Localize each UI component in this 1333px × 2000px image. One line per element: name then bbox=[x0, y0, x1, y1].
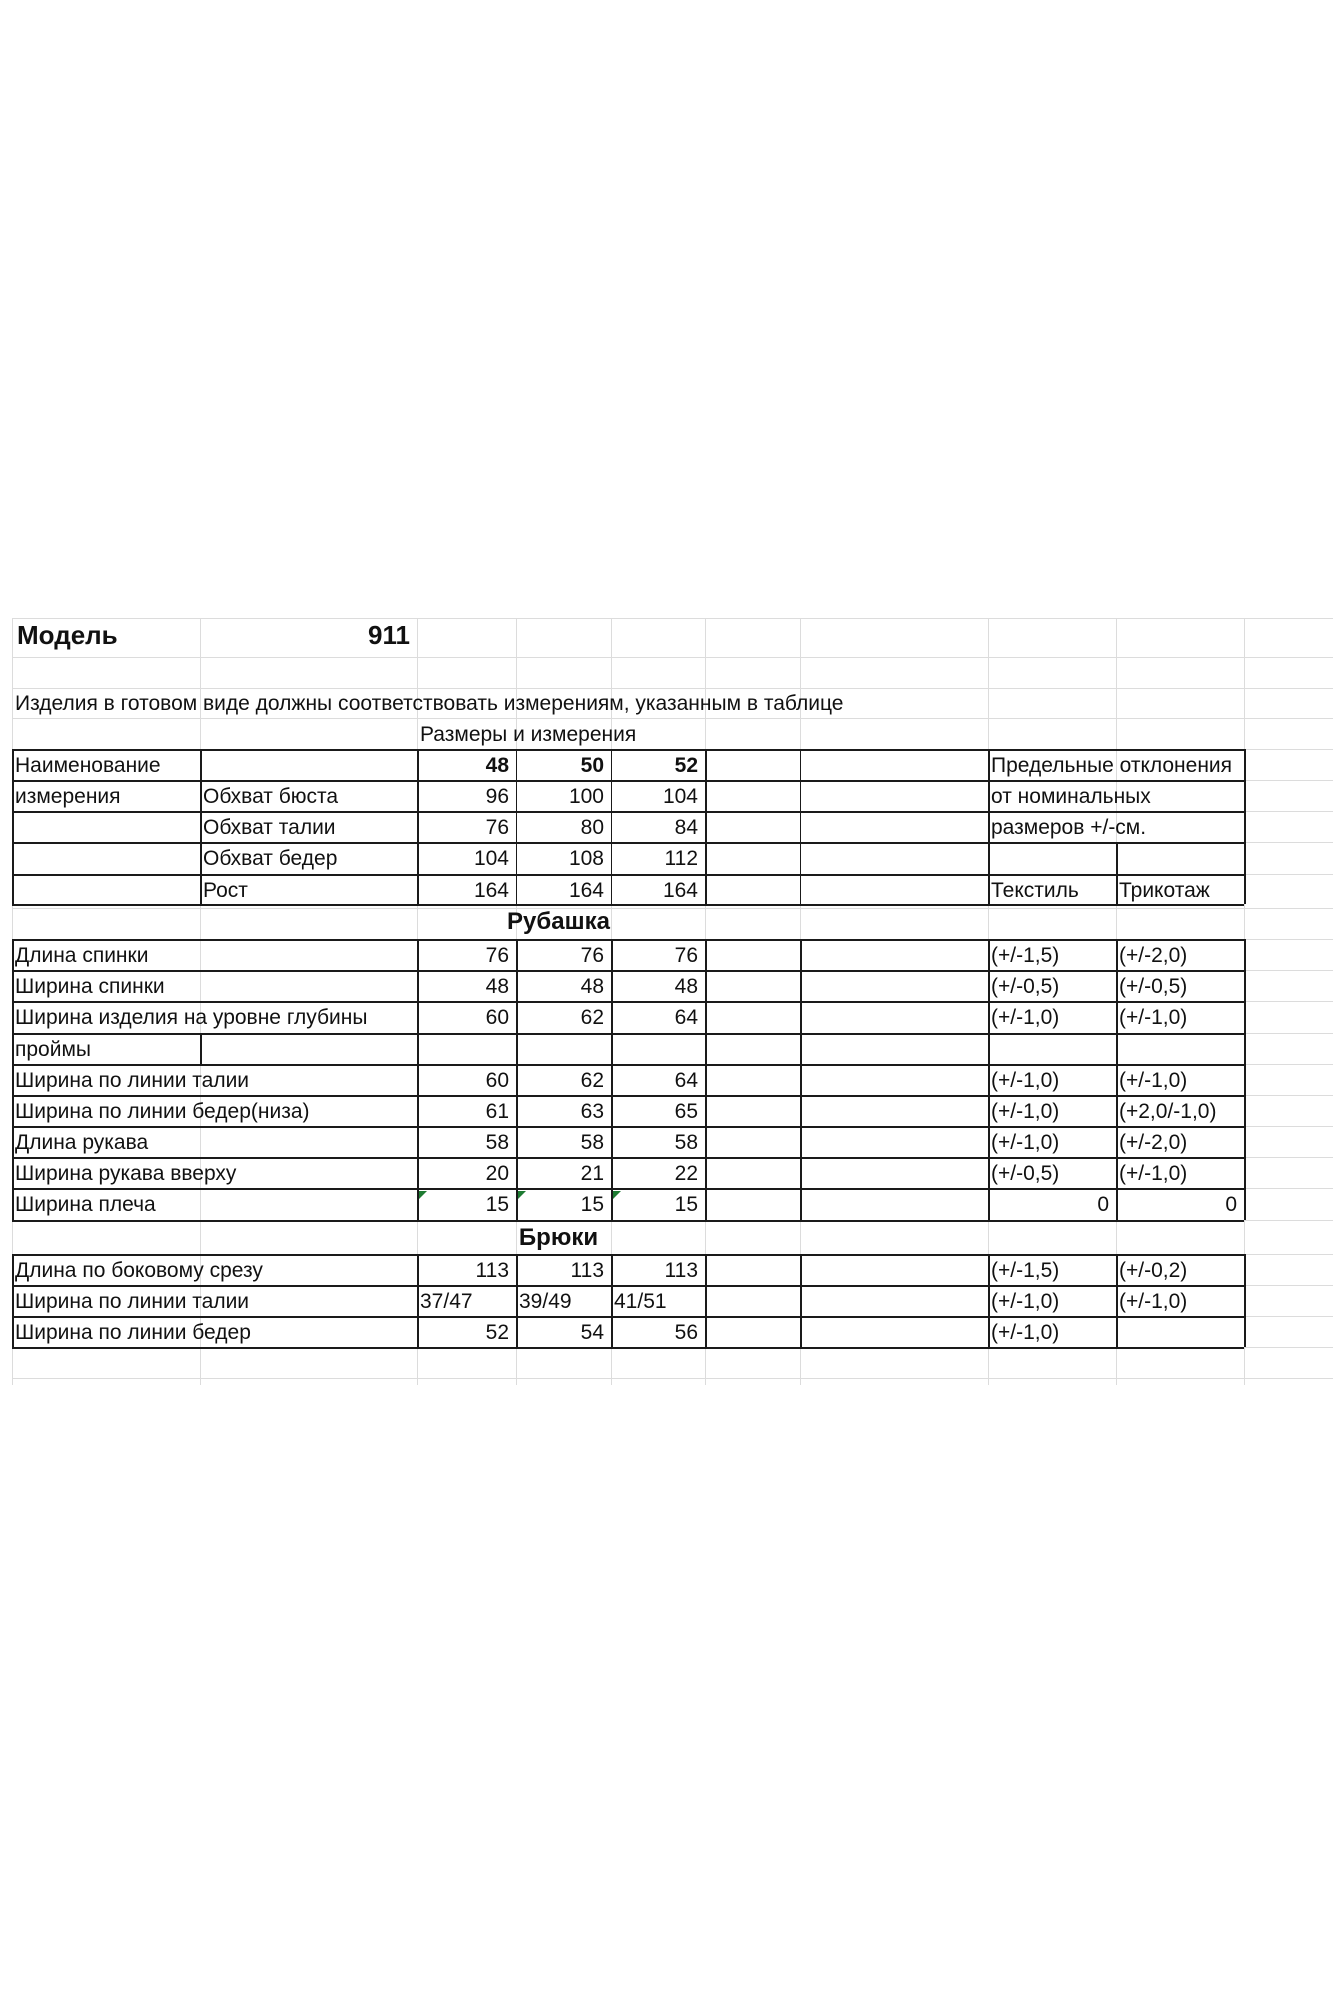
measurement-name[interactable]: Ширина плеча bbox=[15, 1193, 156, 1216]
tolerance-label-knit[interactable]: Трикотаж bbox=[1119, 879, 1210, 902]
size-value[interactable]: 108 bbox=[568, 847, 604, 870]
model-number[interactable]: 911 bbox=[368, 620, 410, 650]
tolerance-textile[interactable]: (+/-1,0) bbox=[991, 1321, 1060, 1344]
size-value[interactable]: 54 bbox=[580, 1321, 604, 1344]
measurement-name[interactable]: Ширина по линии талии bbox=[15, 1290, 250, 1313]
tolerance-textile[interactable]: (+/-1,0) bbox=[991, 1100, 1060, 1123]
measurement-name[interactable]: Обхват талии bbox=[203, 816, 336, 839]
size-value[interactable]: 15 bbox=[485, 1193, 509, 1216]
size-value[interactable]: 37/47 bbox=[420, 1290, 473, 1313]
measurement-name[interactable]: Ширина по линии бедер(низа) bbox=[15, 1100, 310, 1123]
table-border-vertical bbox=[800, 1254, 802, 1347]
size-value[interactable]: 60 bbox=[485, 1069, 509, 1092]
measurement-name[interactable]: проймы bbox=[15, 1038, 91, 1061]
size-value[interactable]: 76 bbox=[485, 816, 509, 839]
tolerance-textile[interactable]: (+/-1,0) bbox=[991, 1131, 1060, 1154]
section-title-pants[interactable]: Брюки bbox=[518, 1224, 599, 1251]
tolerance-knit[interactable]: (+/-0,5) bbox=[1119, 975, 1188, 998]
size-value[interactable]: 22 bbox=[674, 1162, 698, 1185]
tolerance-knit[interactable]: (+/-1,0) bbox=[1119, 1069, 1188, 1092]
size-value[interactable]: 104 bbox=[473, 847, 509, 870]
tolerance-knit[interactable]: (+/-2,0) bbox=[1119, 1131, 1188, 1154]
tolerance-knit[interactable]: (+/-2,0) bbox=[1119, 944, 1188, 967]
size-value[interactable]: 113 bbox=[475, 1259, 509, 1282]
tolerance-label[interactable]: от номинальных bbox=[991, 785, 1151, 808]
size-value[interactable]: 48 bbox=[485, 754, 509, 777]
size-value[interactable] bbox=[417, 1034, 513, 1065]
table-border-vertical bbox=[1244, 939, 1246, 1220]
size-value[interactable]: 15 bbox=[580, 1193, 604, 1216]
size-value[interactable]: 164 bbox=[473, 879, 509, 902]
size-value[interactable]: 41/51 bbox=[614, 1290, 667, 1313]
tolerance-label[interactable]: размеров +/-см. bbox=[991, 816, 1147, 839]
size-value[interactable]: 84 bbox=[674, 816, 698, 839]
size-value[interactable]: 76 bbox=[485, 944, 509, 967]
measurement-name[interactable]: Ширина изделия на уровне глубины bbox=[15, 1006, 368, 1029]
size-value[interactable]: 52 bbox=[674, 754, 698, 777]
gridline-horizontal bbox=[12, 657, 1333, 658]
tolerance-knit[interactable]: (+2,0/-1,0) bbox=[1119, 1100, 1217, 1123]
size-value[interactable]: 64 bbox=[674, 1006, 698, 1029]
size-value[interactable]: 21 bbox=[580, 1162, 604, 1185]
header-label[interactable] bbox=[12, 812, 196, 843]
table-border-vertical bbox=[800, 749, 801, 904]
header-label[interactable] bbox=[12, 875, 196, 906]
tolerance-textile[interactable] bbox=[988, 1034, 1112, 1065]
header-label[interactable] bbox=[12, 843, 196, 874]
measurement-name[interactable]: Обхват бедер bbox=[203, 847, 338, 870]
tolerance-knit[interactable]: (+/-1,0) bbox=[1119, 1290, 1188, 1313]
tolerance-textile[interactable]: (+/-1,5) bbox=[991, 1259, 1060, 1282]
tolerance-textile[interactable]: 0 bbox=[1097, 1193, 1109, 1216]
size-value[interactable]: 96 bbox=[485, 785, 509, 808]
tolerance-knit[interactable] bbox=[1116, 1317, 1240, 1348]
tolerance-knit[interactable]: 0 bbox=[1225, 1193, 1237, 1216]
tolerance-knit[interactable]: (+/-1,0) bbox=[1119, 1162, 1188, 1185]
measurement-name[interactable]: Ширина рукава вверху bbox=[15, 1162, 237, 1185]
size-value[interactable]: 50 bbox=[580, 754, 604, 777]
tolerance-textile[interactable]: (+/-1,5) bbox=[991, 944, 1060, 967]
measurement-name[interactable]: Ширина по линии талии bbox=[15, 1069, 250, 1092]
size-value[interactable]: 112 bbox=[664, 847, 698, 870]
size-value[interactable]: 58 bbox=[485, 1131, 509, 1154]
size-value[interactable]: 104 bbox=[662, 785, 698, 808]
requirements-note[interactable]: Изделия в готовом виде должны соответствовать измерениям, указанным в таблице bbox=[15, 692, 844, 715]
measurement-name[interactable]: Длина по боковому срезу bbox=[15, 1259, 263, 1282]
cell-error-flag bbox=[613, 1191, 621, 1199]
size-value[interactable]: 63 bbox=[580, 1100, 604, 1123]
size-value[interactable]: 52 bbox=[485, 1321, 509, 1344]
table-border-vertical bbox=[800, 939, 802, 1220]
header-label[interactable]: измерения bbox=[15, 785, 121, 808]
size-value[interactable]: 76 bbox=[580, 944, 604, 967]
size-value[interactable]: 62 bbox=[580, 1006, 604, 1029]
size-value[interactable]: 76 bbox=[674, 944, 698, 967]
size-value[interactable] bbox=[516, 1034, 608, 1065]
size-value[interactable]: 58 bbox=[674, 1131, 698, 1154]
tolerance-knit[interactable] bbox=[1116, 1034, 1240, 1065]
size-value[interactable]: 80 bbox=[580, 816, 604, 839]
size-value[interactable]: 100 bbox=[568, 785, 604, 808]
gridline-horizontal bbox=[12, 618, 1333, 619]
tolerance-label[interactable] bbox=[988, 843, 1240, 874]
size-value[interactable]: 113 bbox=[664, 1259, 698, 1282]
size-value[interactable]: 58 bbox=[580, 1131, 604, 1154]
section-title-shirt[interactable]: Рубашка bbox=[507, 908, 610, 935]
measurement-name[interactable]: Рост bbox=[203, 879, 248, 902]
tolerance-textile[interactable]: (+/-1,0) bbox=[991, 1290, 1060, 1313]
tolerance-textile[interactable]: (+/-0,5) bbox=[991, 975, 1060, 998]
size-value[interactable]: 48 bbox=[674, 975, 698, 998]
measurement-name[interactable]: Длина рукава bbox=[15, 1131, 149, 1154]
size-value[interactable]: 62 bbox=[580, 1069, 604, 1092]
size-value[interactable]: 64 bbox=[674, 1069, 698, 1092]
table-border-vertical bbox=[1244, 1254, 1246, 1347]
gridline-horizontal bbox=[12, 1378, 1333, 1379]
size-value[interactable]: 113 bbox=[570, 1259, 604, 1282]
tolerance-knit[interactable]: (+/-1,0) bbox=[1119, 1006, 1188, 1029]
measurement-name[interactable] bbox=[200, 750, 413, 781]
tolerance-textile[interactable]: (+/-0,5) bbox=[991, 1162, 1060, 1185]
table-border-vertical bbox=[705, 749, 707, 904]
tolerance-label[interactable]: Предельные отклонения bbox=[991, 754, 1233, 777]
size-value[interactable]: 164 bbox=[568, 879, 604, 902]
measurement-name[interactable]: Ширина по линии бедер bbox=[15, 1321, 251, 1344]
size-value[interactable]: 164 bbox=[662, 879, 698, 902]
size-value[interactable]: 48 bbox=[580, 975, 604, 998]
size-value[interactable] bbox=[611, 1034, 702, 1065]
size-value[interactable]: 48 bbox=[485, 975, 509, 998]
measurement-name[interactable]: Обхват бюста bbox=[203, 785, 339, 808]
size-value[interactable]: 20 bbox=[485, 1162, 509, 1185]
tolerance-label[interactable]: Текстиль bbox=[991, 879, 1079, 902]
table-border-vertical bbox=[1244, 749, 1246, 904]
table-border-vertical bbox=[705, 939, 707, 1220]
size-value[interactable]: 61 bbox=[485, 1100, 509, 1123]
size-value[interactable]: 65 bbox=[674, 1100, 698, 1123]
tolerance-knit[interactable]: (+/-0,2) bbox=[1119, 1259, 1188, 1282]
header-label[interactable]: Наименование bbox=[15, 754, 161, 777]
model-label[interactable]: Модель bbox=[17, 620, 118, 650]
measurement-name[interactable]: Длина спинки bbox=[15, 944, 149, 967]
size-value[interactable]: 56 bbox=[674, 1321, 698, 1344]
measurement-name[interactable]: Ширина спинки bbox=[15, 975, 165, 998]
table-border-vertical bbox=[705, 1254, 707, 1347]
tolerance-textile[interactable]: (+/-1,0) bbox=[991, 1006, 1060, 1029]
size-value[interactable]: 60 bbox=[485, 1006, 509, 1029]
size-value[interactable]: 15 bbox=[674, 1193, 698, 1216]
sizes-header[interactable]: Размеры и измерения bbox=[420, 723, 637, 746]
tolerance-textile[interactable]: (+/-1,0) bbox=[991, 1069, 1060, 1092]
size-value[interactable]: 39/49 bbox=[519, 1290, 572, 1313]
cell-error-flag bbox=[419, 1191, 427, 1199]
cell-error-flag bbox=[518, 1191, 526, 1199]
